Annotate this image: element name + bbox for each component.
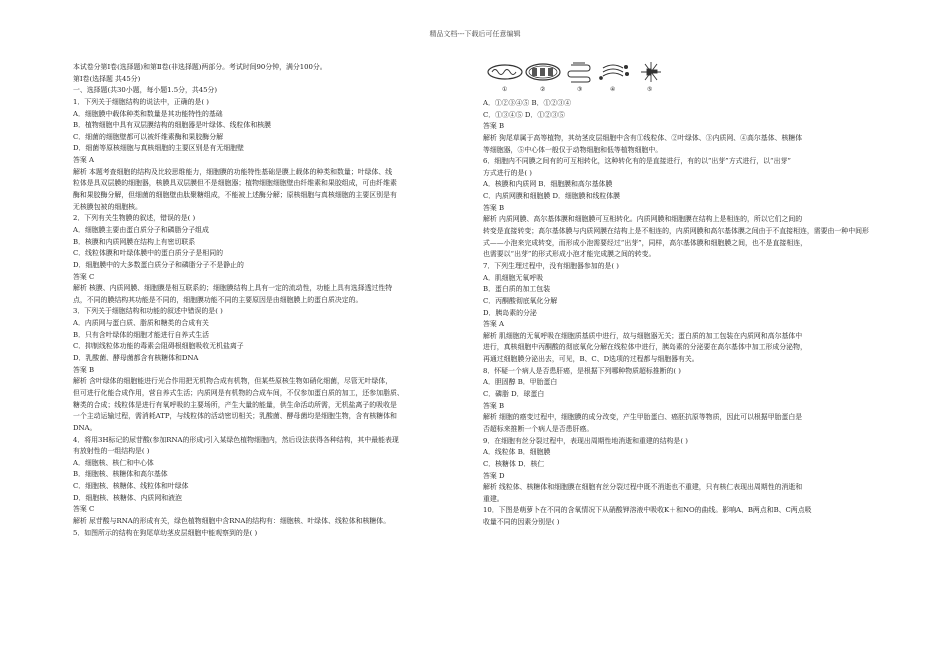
text-line: 解析 细胞的癌变过程中，细胞膜的成分改变，产生甲胎蛋白、癌胚抗原等物质，因此可以根据甲胎蛋白是 (483, 413, 803, 422)
text-line: D．细菌等原核细胞与真核细胞的主要区别是有无细胞壁 (73, 144, 244, 153)
text-line: 式——小泡来完成转变，而形成小泡需要经过“出芽”，同样，高尔基体膜和细胞膜之间，也不是直接相连， (483, 238, 808, 247)
text-line: C．丙酮酸彻底氧化分解 (483, 296, 558, 305)
right-column (483, 62, 887, 529)
text-line: A．核膜和内质网 B．细胞膜和高尔基体膜 (483, 180, 613, 189)
text-line: C．内质网膜和细胞膜 D．细胞膜和线粒体膜 (483, 192, 621, 201)
text-line: 9．在细胞有丝分裂过程中，表现出周期性地消逝和重建的结构是( ) (483, 436, 688, 445)
text-line: 答案 B (73, 365, 95, 374)
figure-labels (483, 84, 663, 93)
text-line: C．线粒体膜和叶绿体膜中的蛋白质分子是相同的 (73, 249, 223, 258)
text-line: 4．将用3H标记的尿苷酸(参加RNA的形成)引入某绿色植物细胞内，然后设法获得各种结构，其中最能表现 (73, 435, 399, 444)
text-line: 也需要以“出芽”的形式形成小泡才能完成膜之间的转变。 (483, 250, 656, 259)
text-line: C．细菌的细胞壁都可以被纤维素酶和果胶酶分解 (73, 132, 223, 141)
text-line: 方式进行的是( ) (483, 168, 532, 177)
text-line: 第Ⅰ卷(选择题 共45分) (73, 74, 141, 83)
endoplasmic-reticulum-icon (568, 63, 590, 82)
text-line: A．细胞核、核仁和中心体 (73, 458, 154, 467)
text-line: 收量不同的因素分别是( ) (483, 518, 560, 527)
text-line: A．线粒体 B．细胞膜 (483, 448, 551, 457)
text-line: B．蛋白质的加工包装 (483, 285, 551, 294)
text-line: 进行，真核细胞中丙酮酸的彻底氧化分解在线粒体中进行，胰岛素的分泌要在高尔基体中加工形成分泌物， (483, 343, 807, 352)
text-line: 有放射性的一组结构是( ) (73, 447, 150, 456)
text-line: A．肌细胞无氧呼吸 (483, 273, 544, 282)
text-line: D．细胞核、核糖体、内质网和液泡 (73, 493, 182, 502)
text-line: 答案 C (73, 272, 95, 281)
text-line: 重建。 (483, 494, 504, 503)
text-line: 否超标来推断一个病人是否患肝癌。 (483, 424, 594, 433)
text-line: 答案 D (483, 471, 505, 480)
text-line: 等细胞器，⑤中心体一般仅于动物细胞和低等植物细胞中。 (483, 145, 663, 154)
text-line: 一、选择题(共30小题，每小题1.5分，共45分) (73, 86, 218, 95)
text-line: A．①②③④⑤ B．①②③④ (483, 99, 572, 107)
text-line: A．内质网与蛋白质、脂质和糖类的合成有关 (73, 319, 209, 328)
text-line: 酶和果胶酶分解，但细菌的细胞壁由肽聚糖组成，不能被上述酶分解；原核细胞与真核细胞的主要区别是有 (73, 191, 397, 200)
text-line: C．磷脂 D．球蛋白 (483, 390, 545, 399)
text-line: B．植物细胞中具有双层膜结构的细胞器是叶绿体、线粒体和核膜 (73, 121, 271, 130)
golgi-apparatus-icon (600, 65, 629, 79)
text-line: D．胰岛素的分泌 (483, 308, 537, 317)
figure-label: ⑤ (647, 86, 653, 93)
text-line: 6．细胞内不同膜之间有的可互相转化，这种转化有的是直接进行，有的以“出芽”方式进行，以“出芽” (483, 157, 791, 166)
text-line: 7．下列生理过程中，没有细胞器参加的是( ) (483, 261, 619, 270)
text-line: 糖类的合成；线粒体是进行有氧呼吸的主要场所，产生大量的能量，供生命活动所需，无机盐离子的吸收是 (73, 400, 397, 409)
figure-label: ③ (577, 86, 583, 93)
text-line: C．细胞核、核糖体、线粒体和叶绿体 (73, 482, 189, 491)
text-line: 8．怀疑一个病人是否患肝癌，是根据下列哪种物质超标推断的( ) (483, 366, 681, 375)
organelle-diagram (483, 62, 663, 84)
organelle-figure (483, 62, 887, 92)
text-line: 答案 B (483, 122, 505, 131)
text-line: 再通过细胞膜分泌出去，可见，B、C、D选项的过程都与细胞器有关。 (483, 355, 699, 364)
text-line: B．核膜和内质网膜在结构上有密切联系 (73, 237, 196, 246)
text-line: 1．下列关于细胞结构的说法中，正确的是( ) (73, 97, 209, 106)
chloroplast-icon (526, 64, 560, 80)
mitochondrion-icon (488, 65, 522, 79)
text-line: 但可进行化能合成作用，营自养式生活；内质网是有机物的合成车间，不仅参加蛋白质的加工，还参加脂质、 (73, 388, 404, 397)
text-line: 答案 B (483, 203, 505, 212)
text-line: 解析 内质网膜、高尔基体膜和细胞膜可互相转化。内质网膜和细胞膜在结构上是相连的，所以它们之间的 (483, 215, 803, 224)
text-line: 答案 A (483, 320, 504, 329)
centrosome-icon (641, 62, 661, 82)
text-line: B．细胞核、核糖体和高尔基体 (73, 470, 168, 479)
text-line: C．核糖体 D．核仁 (483, 459, 545, 468)
text-line: 解析 本题考查细胞的结构及比较思维能力，细胞膜的功能特性基础是膜上载体的种类和数量；叶绿体、线 (73, 167, 393, 176)
text-line: 解析 核膜、内质网膜、细胞膜是相互联系的；细胞膜结构上具有一定的流动性，功能上具有选择透过性特 (73, 284, 393, 293)
text-line: C．抑制线粒体功能的毒素会阻碍根细胞吸收无机盐离子 (73, 342, 244, 351)
text-line: 5．如图所示的结构在狗尾草幼茎皮层细胞中能观察到的是( ) (73, 528, 258, 537)
figure-label: ④ (610, 86, 616, 93)
text-line: A．胆固醇 B．甲胎蛋白 (483, 378, 558, 387)
figure-label: ① (502, 86, 508, 93)
text-line: 无核膜包被的细胞核。 (73, 202, 142, 211)
text-line: 一个主动运输过程，需消耗ATP，与线粒体的活动密切相关；乳酸菌、酵母菌均是细胞生物，含有核糖体和 (73, 412, 397, 421)
text-line: A．细胞膜中载体种类和数量是其功能特性的基础 (73, 109, 223, 118)
text-line: A．细胞膜主要由蛋白质分子和磷脂分子组成 (73, 225, 209, 234)
left-column (73, 62, 473, 539)
text-line: 解析 狗尾草属于高等植物，其幼茎皮层细胞中含有①线粒体、②叶绿体、③内质网、④高尔基体、核糖体 (483, 133, 803, 142)
text-line: 解析 含叶绿体的细胞能进行光合作用把无机物合成有机物，但某些原核生物如硝化细菌，尽管无叶绿体， (73, 377, 393, 386)
text-line: D．细胞膜中的大多数蛋白质分子和磷脂分子不是静止的 (73, 260, 244, 269)
text-line: 解析 肌细胞的无氧呼吸在细胞质基质中进行，故与细胞器无关；蛋白质的加工包装在内质网和高尔基体中 (483, 331, 803, 340)
text-line: C．①③④⑤ D．①②③⑤ (483, 110, 565, 119)
text-line: D．乳酸菌、酵母菌都含有核糖体和DNA (73, 354, 199, 363)
right-text (483, 98, 887, 529)
figure-label: ② (540, 86, 546, 93)
text-line: 答案 B (483, 401, 505, 410)
text-line: 转变是直接转变；高尔基体膜与内质网膜在结构上是不相连的，内质网膜和高尔基体膜之间由于不直接相连，需要由一种中间形 (483, 227, 869, 236)
text-line: 本试卷分第Ⅰ卷(选择题)和第Ⅱ卷(非选择题)两部分。考试时间90分钟，满分100分。 (73, 63, 327, 71)
text-line: 解析 尿苷酸与RNA的形成有关，绿色植物细胞中含RNA的结构有：细胞核、叶绿体、线粒体和核糖体。 (73, 516, 391, 525)
text-line: 答案 A (73, 156, 94, 165)
text-line: 解析 线粒体、核糖体和细胞膜在细胞有丝分裂过程中既不消逝也不重建，只有核仁表现出周期性的消逝和 (483, 483, 803, 492)
page-header: 精品文档---下载后可任意编辑 (429, 30, 521, 38)
text-line: 10．下图是萌萝卜在不同的含氧情况下从硝酸钾溶液中吸收K＋和NO的曲线。影响A、B两点和B、C两点吸 (483, 506, 812, 515)
text-line: DNA。 (73, 423, 97, 432)
text-line: 2．下列有关生物膜的叙述，错误的是( ) (73, 214, 196, 223)
text-line: B．只有含叶绿体的细胞才能进行自养式生活 (73, 330, 209, 339)
text-line: 粒体是具双层膜的细胞器，核膜具双层膜但不是细胞器；植物细胞细胞壁由纤维素和果胶组成，可由纤维素 (73, 179, 397, 188)
text-line: 点，不同的膜结构其功能是不同的，细胞膜功能不同的主要原因是由细胞膜上的蛋白质决定的。 (73, 295, 363, 304)
text-line: 答案 C (73, 505, 95, 514)
text-line: 3．下列关于细胞结构和功能的叙述中错误的是( ) (73, 307, 223, 316)
